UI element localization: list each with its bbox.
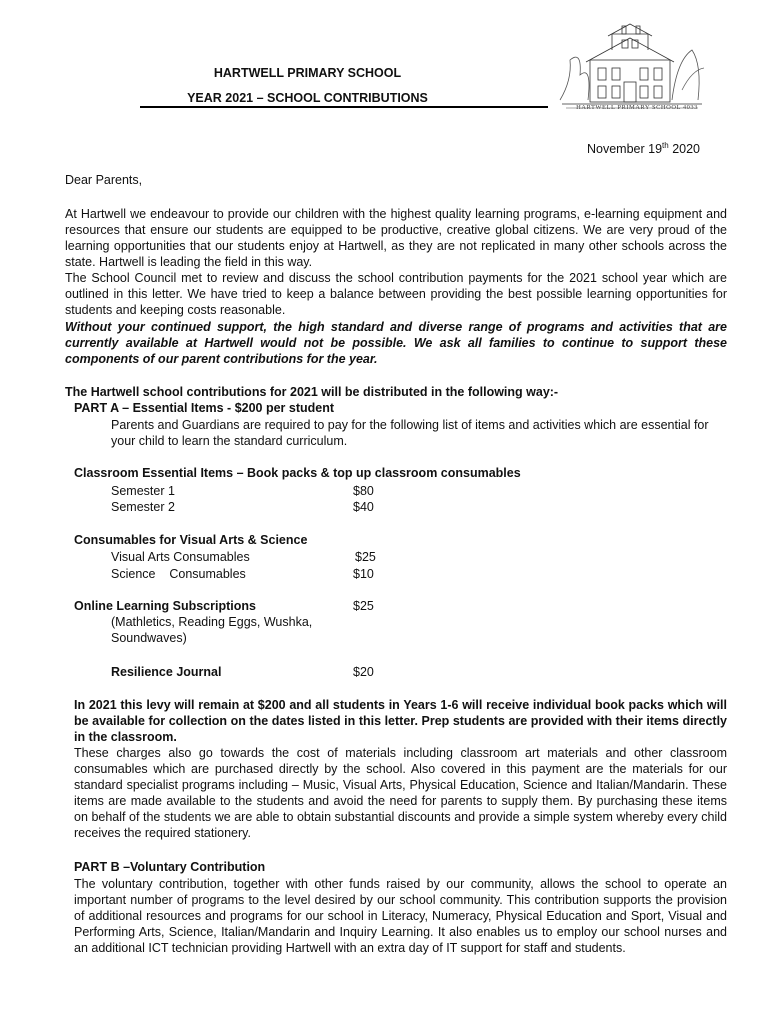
item-amount: $25	[355, 550, 376, 564]
document-title: YEAR 2021 – SCHOOL CONTRIBUTIONS	[187, 91, 428, 105]
part-b-paragraph: The voluntary contribution, together with other funds raised by our community, allows the school to operate an important number of programs to the level desired by our school community. This contribution supports the provision of additional resources and programs for our school in Literacy, Numeracy, Physical Education and Sport, Visual and Performing Arts, Science, Italian/Mandarin and Inquiry Learning. It also enables us to employ our school nurses and an additional ICT technician providing Hartwell with an extra day of IT support for staff and students.	[74, 877, 727, 955]
line-item-science	[0, 566, 770, 582]
item-amount: $80	[353, 484, 374, 498]
support-statement: Without your continued support, the high standard and diverse range of programs and activities that are currently available at Hartwell would not be possible. We ask all families to continue to support these components of our parent contributions for the year.	[65, 320, 727, 366]
intro-paragraph-1: At Hartwell we endeavour to provide our children with the highest quality learning programs, e-learning equipment and resources that ensure our students are equipped to be productive, creative global citizens. We are very proud of the learning opportunities that our students enjoy at Hartwell, as they are not replicated in many other schools across the state. Hartwell is leading the field in this way.	[65, 207, 727, 269]
item-amount: $20	[353, 665, 374, 679]
classroom-essentials-heading: Classroom Essential Items – Book packs & top up classroom consumables	[74, 466, 521, 480]
online-learning-detail-2: Soundwaves)	[111, 631, 187, 645]
consumables-heading: Consumables for Visual Arts & Science	[74, 533, 308, 547]
online-learning-heading: Online Learning Subscriptions	[74, 599, 256, 613]
letter-date: November 19th 2020	[587, 141, 700, 157]
line-item-online-learning	[0, 598, 770, 614]
item-amount: $25	[353, 599, 374, 613]
item-label: Science Consumables	[111, 567, 246, 581]
logo-caption: HARTWELL PRIMARY SCHOOL 4033	[576, 104, 698, 111]
levy-note: In 2021 this levy will remain at $200 and all students in Years 1-6 will receive individual book packs which will be available for collection on the dates listed in this letter. Prep students are provided with their items directly in the classroom.	[74, 698, 727, 744]
part-b-heading: PART B –Voluntary Contribution	[74, 860, 266, 874]
line-item-semester-2	[0, 499, 770, 515]
item-amount: $40	[353, 500, 374, 514]
charges-paragraph: These charges also go towards the cost of materials including classroom art materials and other classroom consumables which are purchased directly by the school. Also covered in this payment are the materials for our standard specialist programs including – Music, Visual Arts, Physical Education, Science and Italian/Mandarin. These items are made available to the students and avoid the need for parents to supply them. By purchasing these items on behalf of the students we are able to obtain substantial discounts and provide a simple system whereby every child receives the required stationery.	[74, 746, 727, 840]
intro-paragraph-2: The School Council met to review and discuss the school contribution payments for the 2021 school year which are outlined in this letter. We have tried to keep a balance between providing the best possible learning opportunities for students and keeping costs reasonable.	[65, 271, 727, 317]
title-underline	[140, 106, 548, 108]
distribution-heading: The Hartwell school contributions for 2021 will be distributed in the following way:-	[65, 385, 559, 399]
item-label: Semester 2	[111, 500, 175, 514]
line-item-resilience-journal	[0, 664, 770, 680]
greeting: Dear Parents,	[65, 173, 143, 187]
item-label: Visual Arts Consumables	[111, 550, 250, 564]
part-a-description: Parents and Guardians are required to pay for the following list of items and activities which are essential for your child to learn the standard curriculum.	[111, 418, 709, 448]
line-item-semester-1	[0, 483, 770, 499]
line-item-visual-arts	[0, 549, 770, 565]
online-learning-detail-1: (Mathletics, Reading Eggs, Wushka,	[111, 615, 313, 629]
item-amount: $10	[353, 567, 374, 581]
school-name: HARTWELL PRIMARY SCHOOL	[213, 66, 402, 80]
part-a-heading: PART A – Essential Items - $200 per student	[74, 401, 335, 415]
item-label: Semester 1	[111, 484, 175, 498]
item-label: Resilience Journal	[111, 665, 222, 679]
